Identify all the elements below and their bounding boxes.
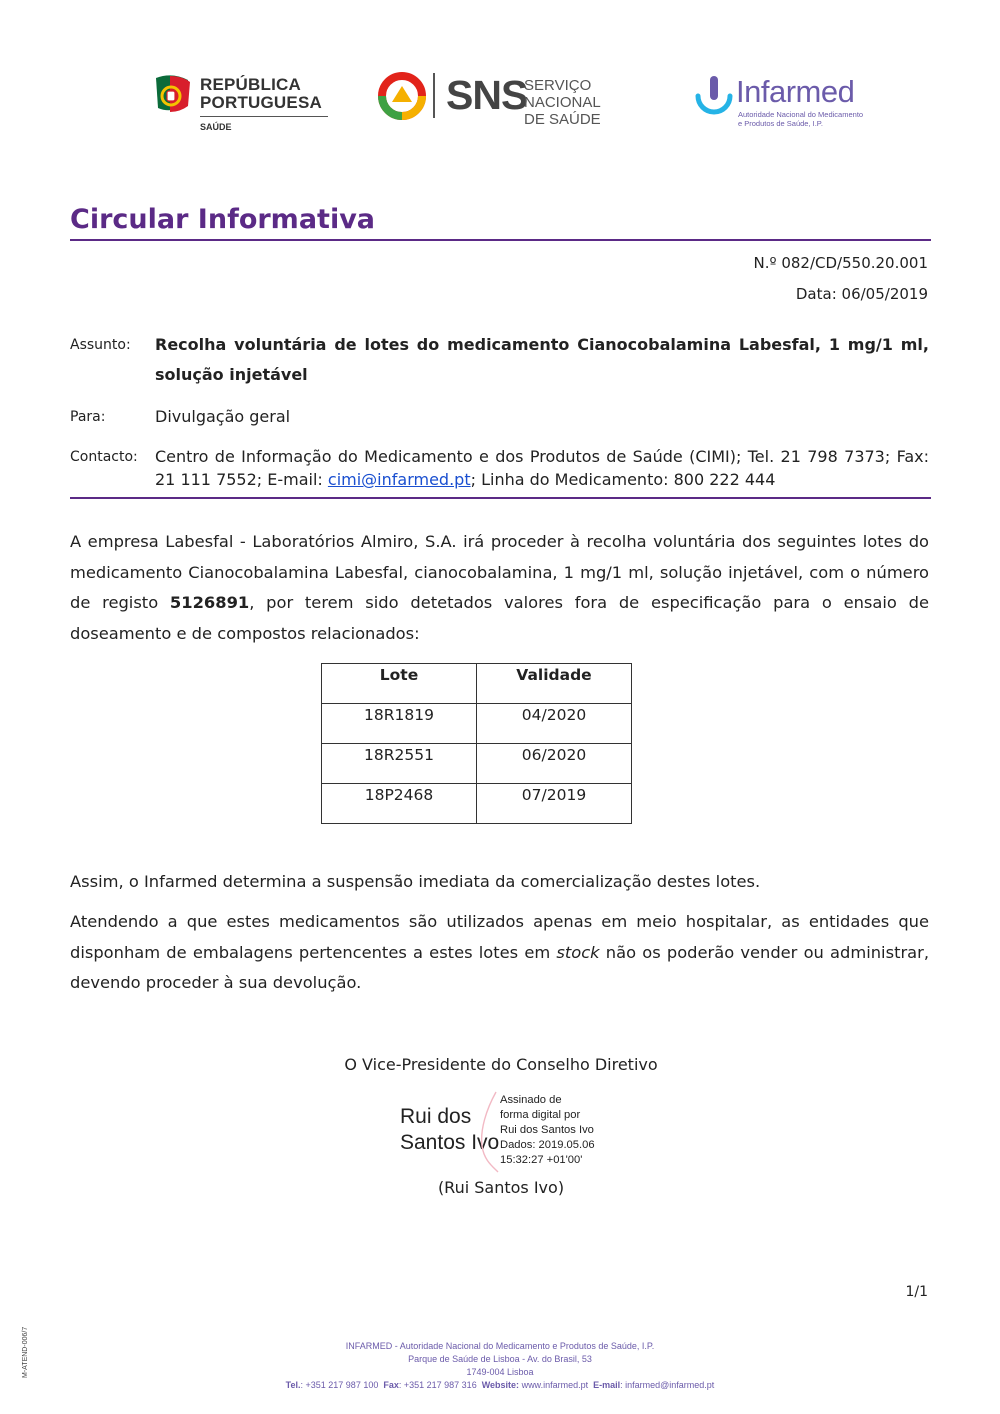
column-header-lot: Lote (322, 664, 477, 704)
footer-email[interactable]: : infarmed@infarmed.pt (620, 1380, 715, 1390)
intro-text-end: , por terem sido detetados valores fora de especificação para o ensaio de doseamento e de compostos relacionados: (70, 593, 929, 643)
footer-email-label: E-mail (593, 1380, 621, 1390)
infarmed-tagline: Autoridade Nacional do Medicamento e Produtos de Saúde, I.P. (738, 110, 864, 128)
rp-logo-subtitle: SAÚDE (200, 122, 232, 132)
footer-contacts (0, 1379, 1000, 1392)
expiry-cell: 07/2019 (477, 784, 632, 824)
contact-email-link[interactable]: cimi@infarmed.pt (327, 470, 471, 489)
portugal-flag-emblem-icon (152, 74, 194, 120)
infarmed-logo (694, 72, 874, 134)
footer-fax: : +351 217 987 316 (398, 1380, 477, 1390)
table-header-row (322, 664, 632, 704)
footer-postcode: 1749-004 Lisboa (466, 1367, 534, 1377)
title-divider (70, 239, 931, 241)
subject-label: Assunto: (70, 337, 131, 353)
circular-number: N.º 082/CD/550.20.001 (753, 254, 928, 272)
form-code: M-ATEND-006/7 (22, 1326, 29, 1378)
sns-full-name: SERVIÇO NACIONAL DE SAÚDE (524, 77, 601, 128)
expiry-cell: 06/2020 (477, 744, 632, 784)
registration-number: 5126891 (169, 593, 250, 612)
footer-website[interactable]: www.infarmed.pt (519, 1380, 589, 1390)
intro-paragraph (70, 527, 929, 649)
signatory-printed-name: (Rui Santos Ivo) (437, 1178, 565, 1197)
suspension-paragraph: Assim, o Infarmed determina a suspensão imediata da comercialização destes lotes. (70, 872, 761, 891)
infarmed-drop-icon (694, 74, 734, 124)
table-row (322, 784, 632, 824)
expiry-cell: 04/2020 (477, 704, 632, 744)
contact-label: Contacto: (70, 449, 138, 465)
contact-details: Centro de Informação do Medicamento e dos Produtos de Saúde (CIMI); Tel. 21 798 7373; Fax: 21 111 7552; E-mail: (155, 447, 929, 489)
lot-cell: 18R2551 (322, 744, 477, 784)
lot-cell: 18P2468 (322, 784, 477, 824)
subject-text: Recolha voluntária de lotes do medicamento Cianocobalamina Labesfal, 1 mg/1 ml, solução injetável (155, 335, 929, 384)
signature-stroke-icon (476, 1090, 500, 1174)
footer-address: Parque de Saúde de Lisboa - Av. do Brasil, 53 (408, 1354, 592, 1364)
footer-org-name: INFARMED - Autoridade Nacional do Medicamento e Produtos de Saúde, I.P. (345, 1341, 655, 1351)
column-header-expiry: Validade (477, 664, 632, 704)
date-label: Data: (795, 285, 837, 303)
stock-term: stock (556, 942, 600, 962)
contact-text (155, 445, 929, 491)
sns-logo (378, 70, 648, 128)
footer-fax-label: Fax (383, 1380, 399, 1390)
sns-logo-divider (433, 73, 435, 118)
page-number: 1/1 (905, 1284, 928, 1300)
contact-hotline: ; Linha do Medicamento: 800 222 444 (470, 470, 776, 489)
rp-logo-text: REPÚBLICA PORTUGUESA (200, 75, 322, 112)
sns-swirl-icon (378, 72, 426, 120)
signatory-role: O Vice-Presidente do Conselho Diretivo (344, 1055, 658, 1074)
digital-signature-name: Rui dos Santos Ivo (400, 1105, 500, 1154)
table-row (322, 704, 632, 744)
hospital-use-paragraph (70, 907, 929, 999)
digital-signature-stamp: Assinado de forma digital por Rui dos Santos Ivo Dados: 2019.05.06 15:32:27 +01'00' (500, 1094, 595, 1166)
footer-tel: : +351 217 987 100 (300, 1380, 379, 1390)
infarmed-wordmark: Infarmed (736, 74, 855, 109)
document-date (796, 285, 928, 303)
intro-text: A empresa Labesfal - Laboratórios Almiro, S.A. irá proceder à recolha voluntária dos seguintes lotes do medicamento Cianocobalamina Labesfal, cianocobalamina, 1 mg/1 ml, solução injetável, com o número de registo (70, 532, 929, 612)
meta-divider (70, 497, 931, 499)
sns-acronym: SNS (446, 72, 528, 118)
footer-website-label: Website: (481, 1380, 520, 1390)
date-value: 06/05/2019 (841, 285, 928, 303)
hospital-use-text: Atendendo a que estes medicamentos são utilizados apenas em meio hospitalar, as entidades que disponham de embalagens pertencentes a estes lotes em (70, 912, 929, 962)
table-row (322, 744, 632, 784)
rp-logo-divider (200, 116, 328, 117)
lot-cell: 18R1819 (322, 704, 477, 744)
recipient-label: Para: (70, 409, 106, 425)
footer-tel-label: Tel. (285, 1380, 301, 1390)
hospital-use-text-end: não os poderão vender ou administrar, devendo proceder à sua devolução. (70, 942, 929, 992)
republica-portuguesa-logo (152, 72, 332, 136)
document-title: Circular Informativa (70, 204, 376, 235)
recipient-text: Divulgação geral (155, 407, 291, 426)
batch-table (321, 663, 632, 824)
